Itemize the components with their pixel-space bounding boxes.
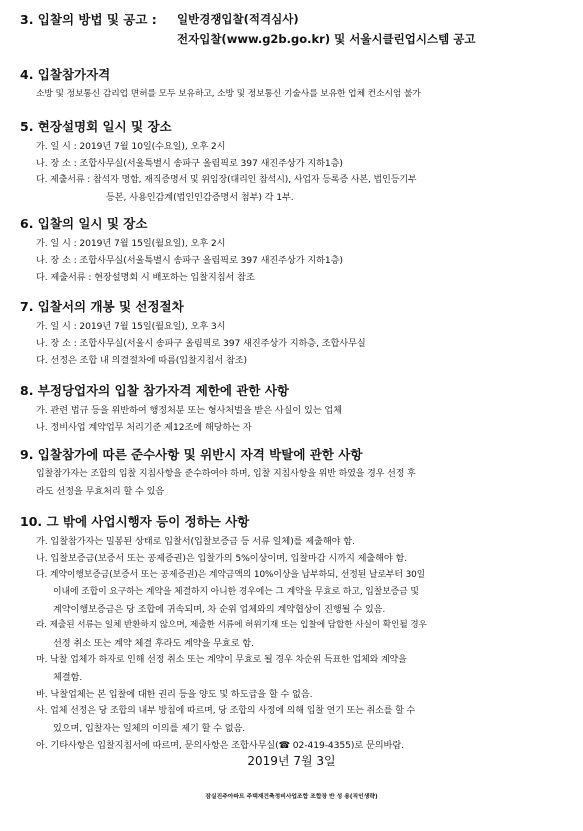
issuer-signature: 잠실진주아파트 주택재건축정비사업조합 조합장 반 성 용(직인생략) <box>205 794 378 800</box>
section-10-item-g: 사. 업체 선정은 당 조합의 내부 방침에 따르며, 당 조합의 사정에 의해 입찰 연기 또는 취소를 할 수 <box>36 706 416 716</box>
section-9-title: 9. 입찰참가에 따른 준수사항 및 위반시 자격 박탈에 관한 사항 <box>20 447 363 462</box>
section-10-item-g-cont: 있으며, 입찰자는 일체의 이의를 제기 할 수 없음. <box>53 723 246 734</box>
section-9-text-cont: 라도 선정을 무효처리 할 수 있음 <box>36 486 165 497</box>
section-10-item-c: 다. 계약이행보증금(보증서 또는 공제증권)은 계약금액의 10%이상을 납부하되, 선정된 날로부터 30일 <box>36 570 426 580</box>
section-5-title: 5. 현장설명회 일시 및 장소 <box>20 119 172 134</box>
section-4-text: 소방 및 정보통신 감리업 면허를 모두 보유하고, 소방 및 정보통신 기술사를 보유한 업체 컨소시엄 불가 <box>36 89 421 99</box>
section-6-item-b: 나. 장 소 : 조합사무실(서울특별시 송파구 올림픽로 397 새진주상가 지하1층) <box>36 255 343 266</box>
section-3-notice: 전자입찰(www.g2b.go.kr) 및 서울시클린업시스템 공고 <box>177 32 476 46</box>
document-date: 2019년 7월 3일 <box>247 754 336 768</box>
section-3-title: 3. 입찰의 방법 및 공고 : <box>20 12 157 27</box>
section-10-item-d-cont: 선정 취소 또는 계약 체결 후라도 계약을 무효로 함. <box>53 638 254 649</box>
section-5-item-c-cont: 등본, 사용인감계(법인인감증명서 첨부) 각 1부. <box>106 192 294 203</box>
section-5-item-a: 가. 일 시 : 2019년 7월 10일(수요일), 오후 2시 <box>36 141 226 152</box>
section-7-item-a: 가. 일 시 : 2019년 7월 15일(월요일), 오후 3시 <box>36 321 226 332</box>
section-10-item-h: 아. 기타사항은 입찰지침서에 따르며, 문의사항은 조합사무실(☎ 02-419-4355)로 문의바람. <box>36 740 404 751</box>
section-6-title: 6. 입찰의 일시 및 장소 <box>20 216 148 231</box>
section-8-item-a: 가. 관련 법규 등을 위반하여 행정처분 또는 형사처벌을 받은 사실이 있는 업체 <box>36 405 342 416</box>
section-10-item-c-cont1: 이내에 조합이 요구하는 계약을 체결하지 아니한 경우에는 그 계약을 무효로 하고, 입찰보증금 및 <box>53 587 419 597</box>
section-4-title: 4. 입찰참가자격 <box>20 67 111 82</box>
section-8-title: 8. 부정당업자의 입찰 참가자격 제한에 관한 사항 <box>20 383 289 398</box>
section-3-method: 일반경쟁입찰(적격심사) <box>177 12 299 26</box>
section-10-item-e-cont: 체결함. <box>53 672 83 683</box>
section-6-item-c: 다. 제출서류 : 현장설명회 시 배포하는 입찰지침서 참조 <box>36 272 255 283</box>
section-7-item-c: 다. 선정은 조합 내 의결절차에 따름(입찰지침서 참조) <box>36 355 247 366</box>
section-5-item-c: 다. 제출서류 : 참석자 명함, 재직증명서 및 위임장(대리인 참석시), 사업자 등록증 사본, 법인등기부 <box>36 175 417 185</box>
section-10-title: 10. 그 밖에 사업시행자 등이 정하는 사항 <box>20 514 250 529</box>
section-8-item-b: 나. 정비사업 계약업무 처리기준 제12조에 해당하는 자 <box>36 422 252 433</box>
section-10-item-e: 마. 낙찰 업체가 하자로 인해 선정 취소 또는 계약이 무효로 될 경우 차순위 득표한 업체와 계약을 <box>36 655 407 665</box>
section-10-item-b: 나. 입찰보증금(보증서 또는 공제증권)은 입찰가의 5%이상이며, 입찰마감 시까지 제출해야 함. <box>36 553 408 564</box>
section-7-title: 7. 입찰서의 개봉 및 선정절차 <box>20 299 184 314</box>
section-10-item-f: 바. 낙찰업체는 본 입찰에 대한 권리 등을 양도 및 하도급을 할 수 없음. <box>36 689 313 700</box>
section-9-text: 입찰참가자는 조합의 입찰 지침사항을 준수하여야 하며, 입찰 지침사항을 위반 하였을 경우 선정 후 <box>36 469 416 479</box>
section-10-item-c-cont2: 계약이행보증금은 당 조합에 귀속되며, 차 순위 업체와의 계약협상이 진행될 수 있음. <box>53 604 386 615</box>
section-7-item-b: 나. 장 소 : 조합사무실(서울시 송파구 올림픽로 397 새진주상가 지하층, 조합사무실 <box>36 338 366 349</box>
section-6-item-a: 가. 일 시 : 2019년 7월 15일(월요일), 오후 2시 <box>36 238 226 249</box>
section-10-item-a: 가. 입찰참가자는 밀봉된 상태로 입찰서(입찰보증금 등 서류 일체)를 제출해야 함. <box>36 536 355 547</box>
section-10-item-d: 라. 제출된 서류는 일체 반환하지 않으며, 제출한 서류에 허위기재 또는 입찰에 담합한 사실이 확인될 경우 <box>36 620 427 630</box>
section-5-item-b: 나. 장 소 : 조합사무실(서울특별시 송파구 올림픽로 397 새진주상가 지하1층) <box>36 158 343 169</box>
